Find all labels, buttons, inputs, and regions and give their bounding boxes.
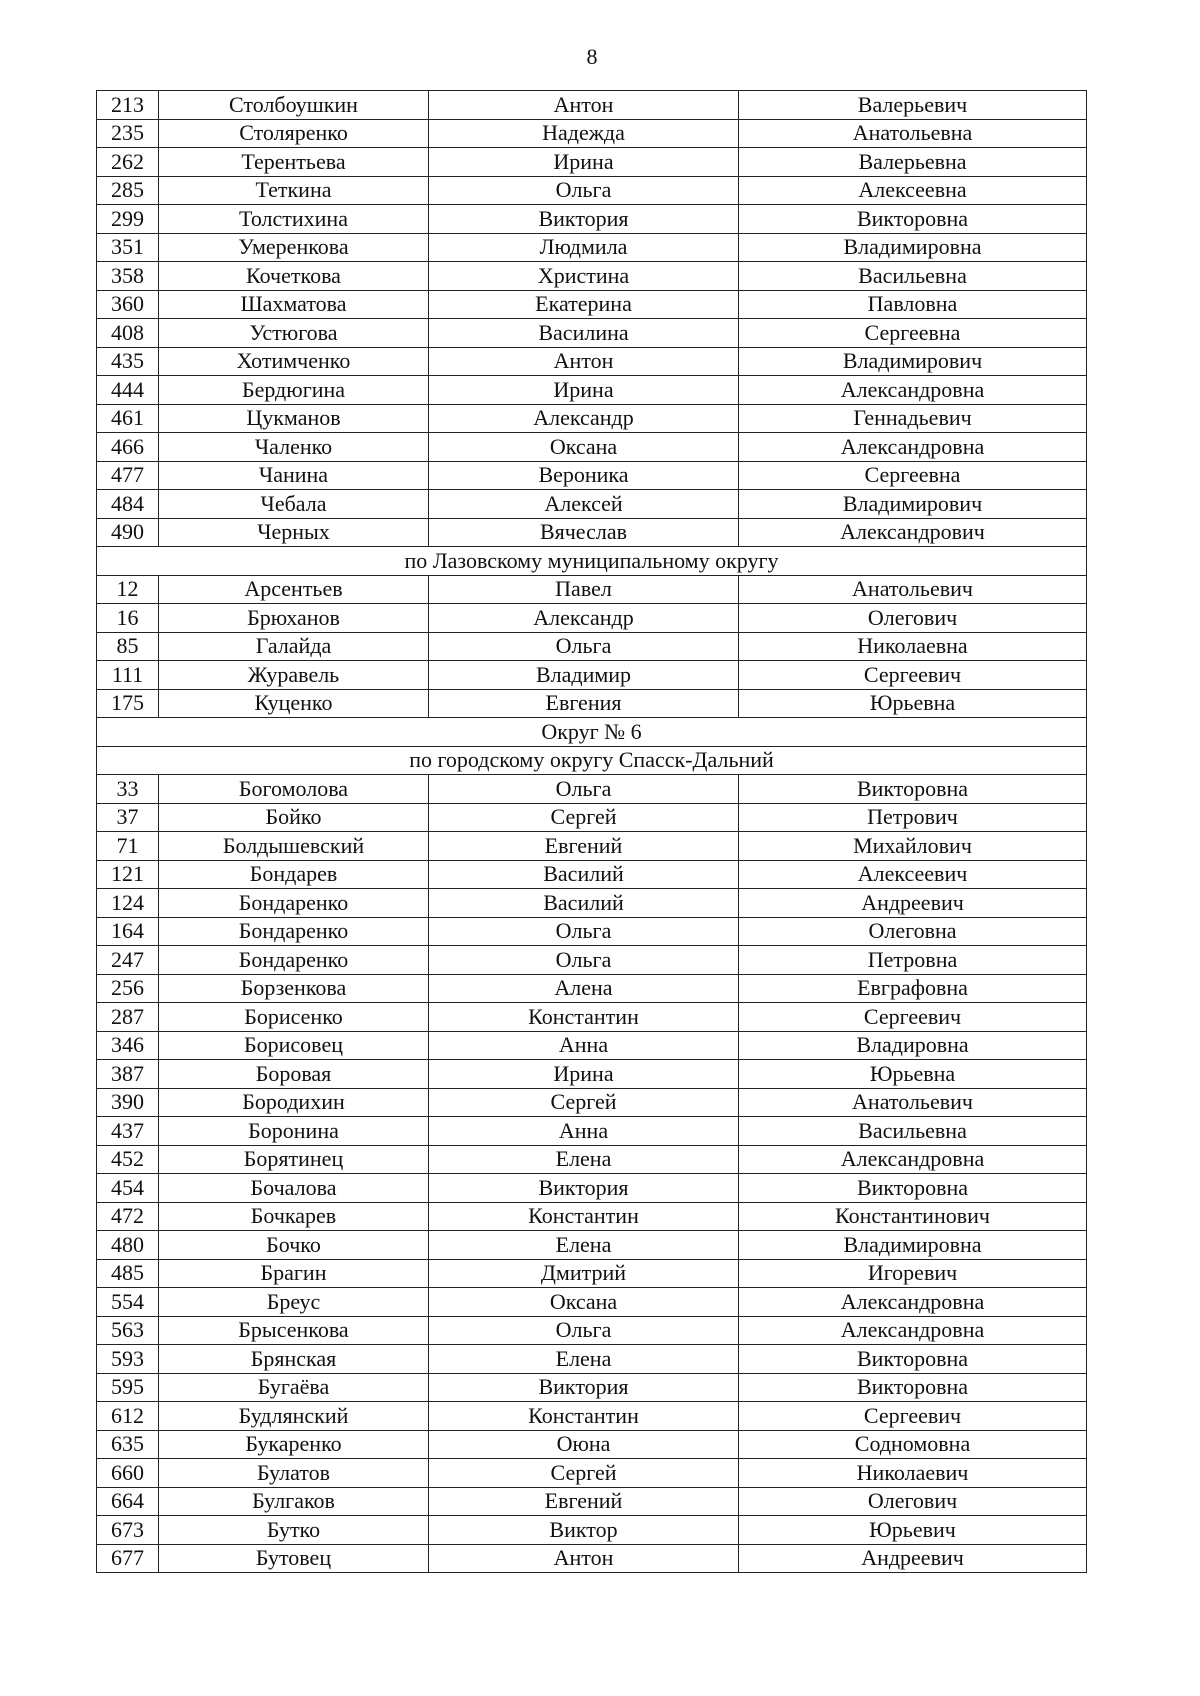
- row-number: 16: [97, 604, 159, 633]
- last-name: Брагин: [159, 1259, 429, 1288]
- last-name: Брысенкова: [159, 1316, 429, 1345]
- table-row: [97, 803, 1087, 832]
- last-name: Боровая: [159, 1060, 429, 1089]
- last-name: Булгаков: [159, 1487, 429, 1516]
- first-name: Ольга: [429, 917, 739, 946]
- table-row: [97, 604, 1087, 633]
- last-name: Бородихин: [159, 1088, 429, 1117]
- row-number: 262: [97, 148, 159, 177]
- patronymic: Валерьевич: [739, 91, 1087, 120]
- table-row: [97, 490, 1087, 519]
- first-name: Екатерина: [429, 290, 739, 319]
- row-number: 360: [97, 290, 159, 319]
- row-number: 71: [97, 832, 159, 861]
- row-number: 437: [97, 1117, 159, 1146]
- first-name: Виктория: [429, 1174, 739, 1203]
- patronymic: Александровна: [739, 376, 1087, 405]
- table-row: [97, 661, 1087, 690]
- last-name: Будлянский: [159, 1402, 429, 1431]
- last-name: Бойко: [159, 803, 429, 832]
- table-row: [97, 1487, 1087, 1516]
- last-name: Бочалова: [159, 1174, 429, 1203]
- last-name: Булатов: [159, 1459, 429, 1488]
- patronymic: Олегович: [739, 1487, 1087, 1516]
- section-title: Округ № 6: [97, 718, 1087, 747]
- first-name: Василина: [429, 319, 739, 348]
- patronymic: Андреевич: [739, 889, 1087, 918]
- first-name: Оксана: [429, 1288, 739, 1317]
- row-number: 563: [97, 1316, 159, 1345]
- last-name: Бердюгина: [159, 376, 429, 405]
- table-row: [97, 205, 1087, 234]
- table-row: [97, 176, 1087, 205]
- row-number: 285: [97, 176, 159, 205]
- patronymic: Викторовна: [739, 775, 1087, 804]
- last-name: Богомолова: [159, 775, 429, 804]
- table-row: [97, 775, 1087, 804]
- table-row: [97, 290, 1087, 319]
- first-name: Ольга: [429, 176, 739, 205]
- patronymic: Владимировна: [739, 1231, 1087, 1260]
- table-row: [97, 575, 1087, 604]
- table-row: [97, 262, 1087, 291]
- row-number: 452: [97, 1145, 159, 1174]
- section-title: по Лазовскому муниципальному округу: [97, 547, 1087, 576]
- table-row: [97, 1003, 1087, 1032]
- table-row: [97, 1231, 1087, 1260]
- patronymic: Алексеевич: [739, 860, 1087, 889]
- last-name: Терентьева: [159, 148, 429, 177]
- patronymic: Андреевич: [739, 1544, 1087, 1573]
- first-name: Константин: [429, 1003, 739, 1032]
- patronymic: Васильевна: [739, 1117, 1087, 1146]
- table-row: [97, 1288, 1087, 1317]
- row-number: 164: [97, 917, 159, 946]
- row-number: 664: [97, 1487, 159, 1516]
- table-row: [97, 233, 1087, 262]
- first-name: Сергей: [429, 1088, 739, 1117]
- table-row: [97, 917, 1087, 946]
- table-row: [97, 1544, 1087, 1573]
- table-row: [97, 461, 1087, 490]
- patronymic: Петрович: [739, 803, 1087, 832]
- last-name: Умеренкова: [159, 233, 429, 262]
- patronymic: Анатольевич: [739, 1088, 1087, 1117]
- first-name: Алена: [429, 974, 739, 1003]
- row-number: 12: [97, 575, 159, 604]
- patronymic: Владимировна: [739, 233, 1087, 262]
- patronymic: Юрьевна: [739, 1060, 1087, 1089]
- row-number: 235: [97, 119, 159, 148]
- first-name: Ирина: [429, 376, 739, 405]
- last-name: Бочкарев: [159, 1202, 429, 1231]
- first-name: Евгения: [429, 689, 739, 718]
- last-name: Шахматова: [159, 290, 429, 319]
- table-row: [97, 404, 1087, 433]
- first-name: Ольга: [429, 775, 739, 804]
- first-name: Оюна: [429, 1430, 739, 1459]
- patronymic: Олеговна: [739, 917, 1087, 946]
- last-name: Брюханов: [159, 604, 429, 633]
- patronymic: Александровна: [739, 433, 1087, 462]
- patronymic: Николаевич: [739, 1459, 1087, 1488]
- section-title: по городскому округу Спасск-Дальний: [97, 746, 1087, 775]
- table-row: [97, 91, 1087, 120]
- patronymic: Александровна: [739, 1145, 1087, 1174]
- patronymic: Сергеевич: [739, 661, 1087, 690]
- last-name: Брянская: [159, 1345, 429, 1374]
- table-row: [97, 1516, 1087, 1545]
- row-number: 299: [97, 205, 159, 234]
- first-name: Елена: [429, 1145, 739, 1174]
- last-name: Борисенко: [159, 1003, 429, 1032]
- first-name: Антон: [429, 1544, 739, 1573]
- row-number: 472: [97, 1202, 159, 1231]
- row-number: 593: [97, 1345, 159, 1374]
- last-name: Бондарев: [159, 860, 429, 889]
- first-name: Христина: [429, 262, 739, 291]
- last-name: Бреус: [159, 1288, 429, 1317]
- row-number: 612: [97, 1402, 159, 1431]
- last-name: Борзенкова: [159, 974, 429, 1003]
- patronymic: Сергеевна: [739, 461, 1087, 490]
- table-row: [97, 889, 1087, 918]
- last-name: Галайда: [159, 632, 429, 661]
- row-number: 175: [97, 689, 159, 718]
- row-number: 480: [97, 1231, 159, 1260]
- first-name: Константин: [429, 1402, 739, 1431]
- first-name: Сергей: [429, 1459, 739, 1488]
- patronymic: Викторовна: [739, 1174, 1087, 1203]
- table-row: [97, 946, 1087, 975]
- row-number: 247: [97, 946, 159, 975]
- section-row: [97, 746, 1087, 775]
- patronymic: Викторовна: [739, 1345, 1087, 1374]
- last-name: Бутовец: [159, 1544, 429, 1573]
- last-name: Борисовец: [159, 1031, 429, 1060]
- row-number: 111: [97, 661, 159, 690]
- last-name: Бутко: [159, 1516, 429, 1545]
- patronymic: Николаевна: [739, 632, 1087, 661]
- table-row: [97, 1145, 1087, 1174]
- patronymic: Александрович: [739, 518, 1087, 547]
- row-number: 33: [97, 775, 159, 804]
- first-name: Алексей: [429, 490, 739, 519]
- table-row: [97, 1117, 1087, 1146]
- first-name: Оксана: [429, 433, 739, 462]
- row-number: 677: [97, 1544, 159, 1573]
- patronymic: Павловна: [739, 290, 1087, 319]
- patronymic: Сергеевич: [739, 1003, 1087, 1032]
- table-row: [97, 319, 1087, 348]
- first-name: Виктория: [429, 205, 739, 234]
- row-number: 287: [97, 1003, 159, 1032]
- patronymic: Васильевна: [739, 262, 1087, 291]
- patronymic: Михайлович: [739, 832, 1087, 861]
- section-row: [97, 547, 1087, 576]
- row-number: 121: [97, 860, 159, 889]
- first-name: Василий: [429, 860, 739, 889]
- row-number: 37: [97, 803, 159, 832]
- table-row: [97, 347, 1087, 376]
- row-number: 635: [97, 1430, 159, 1459]
- patronymic: Содномовна: [739, 1430, 1087, 1459]
- patronymic: Александровна: [739, 1288, 1087, 1317]
- first-name: Виктор: [429, 1516, 739, 1545]
- last-name: Черных: [159, 518, 429, 547]
- first-name: Ольга: [429, 946, 739, 975]
- first-name: Владимир: [429, 661, 739, 690]
- table-row: [97, 1088, 1087, 1117]
- row-number: 358: [97, 262, 159, 291]
- row-number: 387: [97, 1060, 159, 1089]
- row-number: 466: [97, 433, 159, 462]
- last-name: Цукманов: [159, 404, 429, 433]
- last-name: Бугаёва: [159, 1373, 429, 1402]
- patronymic: Олегович: [739, 604, 1087, 633]
- first-name: Василий: [429, 889, 739, 918]
- table-row: [97, 1259, 1087, 1288]
- row-number: 490: [97, 518, 159, 547]
- patronymic: Игоревич: [739, 1259, 1087, 1288]
- table-row: [97, 1060, 1087, 1089]
- row-number: 485: [97, 1259, 159, 1288]
- table-row: [97, 433, 1087, 462]
- first-name: Анна: [429, 1117, 739, 1146]
- row-number: 477: [97, 461, 159, 490]
- row-number: 85: [97, 632, 159, 661]
- row-number: 346: [97, 1031, 159, 1060]
- table-row: [97, 119, 1087, 148]
- row-number: 390: [97, 1088, 159, 1117]
- table-row: [97, 1202, 1087, 1231]
- patronymic: Юрьевна: [739, 689, 1087, 718]
- first-name: Сергей: [429, 803, 739, 832]
- last-name: Чебала: [159, 490, 429, 519]
- last-name: Бондаренко: [159, 946, 429, 975]
- last-name: Столяренко: [159, 119, 429, 148]
- last-name: Болдышевский: [159, 832, 429, 861]
- first-name: Антон: [429, 91, 739, 120]
- row-number: 444: [97, 376, 159, 405]
- row-number: 595: [97, 1373, 159, 1402]
- table-row: [97, 1430, 1087, 1459]
- table-row: [97, 860, 1087, 889]
- last-name: Боронина: [159, 1117, 429, 1146]
- patronymic: Владировна: [739, 1031, 1087, 1060]
- table-row: [97, 832, 1087, 861]
- first-name: Ирина: [429, 1060, 739, 1089]
- table-body: [97, 91, 1087, 1573]
- last-name: Арсентьев: [159, 575, 429, 604]
- table-row: [97, 518, 1087, 547]
- row-number: 461: [97, 404, 159, 433]
- first-name: Павел: [429, 575, 739, 604]
- candidates-table: [96, 90, 1087, 1573]
- row-number: 673: [97, 1516, 159, 1545]
- first-name: Елена: [429, 1231, 739, 1260]
- first-name: Виктория: [429, 1373, 739, 1402]
- last-name: Устюгова: [159, 319, 429, 348]
- last-name: Теткина: [159, 176, 429, 205]
- row-number: 124: [97, 889, 159, 918]
- page-number: 8: [586, 44, 598, 69]
- table-row: [97, 376, 1087, 405]
- patronymic: Викторовна: [739, 205, 1087, 234]
- patronymic: Валерьевна: [739, 148, 1087, 177]
- patronymic: Александровна: [739, 1316, 1087, 1345]
- patronymic: Владимирович: [739, 347, 1087, 376]
- first-name: Дмитрий: [429, 1259, 739, 1288]
- first-name: Елена: [429, 1345, 739, 1374]
- table-row: [97, 1031, 1087, 1060]
- row-number: 351: [97, 233, 159, 262]
- patronymic: Владимирович: [739, 490, 1087, 519]
- last-name: Бочко: [159, 1231, 429, 1260]
- last-name: Чаленко: [159, 433, 429, 462]
- last-name: Хотимченко: [159, 347, 429, 376]
- row-number: 213: [97, 91, 159, 120]
- first-name: Александр: [429, 404, 739, 433]
- section-row: [97, 718, 1087, 747]
- first-name: Александр: [429, 604, 739, 633]
- row-number: 454: [97, 1174, 159, 1203]
- row-number: 554: [97, 1288, 159, 1317]
- last-name: Чанина: [159, 461, 429, 490]
- last-name: Бондаренко: [159, 889, 429, 918]
- row-number: 408: [97, 319, 159, 348]
- row-number: 660: [97, 1459, 159, 1488]
- table-row: [97, 1459, 1087, 1488]
- patronymic: Константинович: [739, 1202, 1087, 1231]
- table-row: [97, 689, 1087, 718]
- row-number: 435: [97, 347, 159, 376]
- first-name: Ольга: [429, 632, 739, 661]
- first-name: Константин: [429, 1202, 739, 1231]
- table-row: [97, 148, 1087, 177]
- patronymic: Петровна: [739, 946, 1087, 975]
- last-name: Куценко: [159, 689, 429, 718]
- first-name: Евгений: [429, 832, 739, 861]
- table-row: [97, 632, 1087, 661]
- table-row: [97, 1316, 1087, 1345]
- table-row: [97, 1345, 1087, 1374]
- last-name: Кочеткова: [159, 262, 429, 291]
- first-name: Евгений: [429, 1487, 739, 1516]
- patronymic: Викторовна: [739, 1373, 1087, 1402]
- first-name: Вероника: [429, 461, 739, 490]
- last-name: Столбоушкин: [159, 91, 429, 120]
- patronymic: Сергеевич: [739, 1402, 1087, 1431]
- last-name: Букаренко: [159, 1430, 429, 1459]
- first-name: Людмила: [429, 233, 739, 262]
- row-number: 484: [97, 490, 159, 519]
- first-name: Анна: [429, 1031, 739, 1060]
- patronymic: Анатольевич: [739, 575, 1087, 604]
- first-name: Ольга: [429, 1316, 739, 1345]
- last-name: Толстихина: [159, 205, 429, 234]
- last-name: Бондаренко: [159, 917, 429, 946]
- first-name: Вячеслав: [429, 518, 739, 547]
- first-name: Ирина: [429, 148, 739, 177]
- first-name: Надежда: [429, 119, 739, 148]
- last-name: Журавель: [159, 661, 429, 690]
- patronymic: Геннадьевич: [739, 404, 1087, 433]
- patronymic: Сергеевна: [739, 319, 1087, 348]
- first-name: Антон: [429, 347, 739, 376]
- patronymic: Алексеевна: [739, 176, 1087, 205]
- table-row: [97, 1174, 1087, 1203]
- table-row: [97, 1402, 1087, 1431]
- table-row: [97, 974, 1087, 1003]
- row-number: 256: [97, 974, 159, 1003]
- last-name: Борятинец: [159, 1145, 429, 1174]
- patronymic: Анатольевна: [739, 119, 1087, 148]
- patronymic: Евграфовна: [739, 974, 1087, 1003]
- patronymic: Юрьевич: [739, 1516, 1087, 1545]
- table-row: [97, 1373, 1087, 1402]
